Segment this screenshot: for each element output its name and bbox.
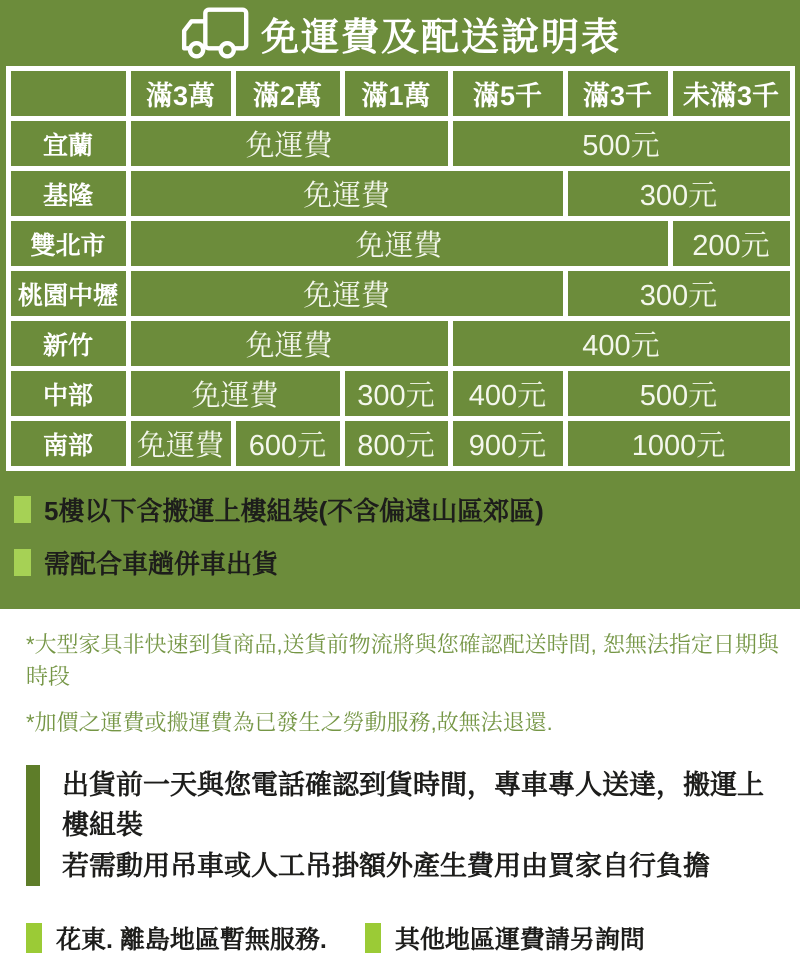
- fee-cell: 500元: [450, 119, 792, 169]
- fee-cell: 300元: [565, 269, 792, 319]
- fine-print: [26, 629, 790, 739]
- delivery-note-line1: 出貨前一天與您電話確認到貨時間，專車專人送達，搬運上樓組裝: [62, 769, 764, 841]
- banner-notes: [0, 471, 800, 599]
- region-label: 宜蘭: [8, 119, 128, 169]
- column-header: 滿2萬: [233, 69, 342, 119]
- bottom-note-2: 其他地區運費請另詢問: [394, 926, 645, 955]
- column-header: 滿1萬: [342, 69, 450, 119]
- region-label: 基隆: [8, 169, 128, 219]
- corner-cell: [8, 69, 128, 119]
- region-label: 南部: [8, 419, 128, 469]
- fee-cell: 900元: [450, 419, 565, 469]
- fee-cell: 1000元: [565, 419, 792, 469]
- bottom-notes: [26, 920, 790, 956]
- fine-print-line: *大型家具非快速到貨商品,送貨前物流將與您確認配送時間, 恕無法指定日期與時段: [26, 632, 779, 689]
- table-row: [8, 419, 792, 469]
- table-row: [8, 119, 792, 169]
- shipping-table-body: [8, 69, 792, 469]
- square-bullet-icon: [26, 923, 42, 953]
- region-label: 雙北市: [8, 219, 128, 269]
- square-bullet-icon: [365, 923, 381, 953]
- page-title: 免運費及配送說明表: [260, 16, 621, 59]
- truck-icon: [179, 6, 255, 60]
- fee-cell: 800元: [342, 419, 450, 469]
- fee-cell: 200元: [670, 219, 792, 269]
- column-header: 滿5千: [450, 69, 565, 119]
- column-header: 滿3萬: [128, 69, 233, 119]
- table-row: [8, 219, 792, 269]
- region-label: 新竹: [8, 319, 128, 369]
- fee-cell: 免運費: [128, 219, 670, 269]
- column-header: 滿3千: [565, 69, 670, 119]
- table-row: [8, 169, 792, 219]
- fine-print-section: [0, 609, 800, 956]
- square-bullet-icon: [14, 549, 31, 576]
- fine-print-line: *加價之運費或搬運費為已發生之勞動服務,故無法退還.: [26, 709, 553, 735]
- vertical-bar-icon: [26, 765, 40, 887]
- fee-cell: 免運費: [128, 169, 565, 219]
- note-line: [14, 491, 786, 528]
- column-header: 未滿3千: [670, 69, 792, 119]
- note-text: 需配合車趟併車出貨: [44, 549, 279, 579]
- fee-cell: 免運費: [128, 419, 233, 469]
- note-line: [14, 544, 786, 581]
- shipping-table: [6, 66, 795, 471]
- fee-cell: 免運費: [128, 119, 450, 169]
- table-row: [8, 369, 792, 419]
- fee-cell: 免運費: [128, 269, 565, 319]
- banner-title-row: [0, 0, 800, 66]
- fee-cell: 免運費: [128, 369, 342, 419]
- fee-cell: 600元: [233, 419, 342, 469]
- table-row: [8, 319, 792, 369]
- square-bullet-icon: [14, 496, 31, 523]
- table-row: [8, 269, 792, 319]
- fee-cell: 300元: [565, 169, 792, 219]
- fee-cell: 500元: [565, 369, 792, 419]
- fee-cell: 400元: [450, 319, 792, 369]
- note-text: 5樓以下含搬運上樓組裝(不含偏遠山區郊區): [44, 496, 544, 526]
- fee-cell: 400元: [450, 369, 565, 419]
- region-label: 桃園中壢: [8, 269, 128, 319]
- delivery-note: [26, 765, 790, 887]
- bottom-note-1: 花東. 離島地區暫無服務.: [56, 926, 327, 955]
- delivery-note-text: [62, 765, 790, 887]
- fee-cell: 免運費: [128, 319, 450, 369]
- delivery-note-line2: 若需動用吊車或人工吊掛額外產生費用由買家自行負擔: [62, 850, 710, 881]
- table-header-row: [8, 69, 792, 119]
- fee-cell: 300元: [342, 369, 450, 419]
- region-label: 中部: [8, 369, 128, 419]
